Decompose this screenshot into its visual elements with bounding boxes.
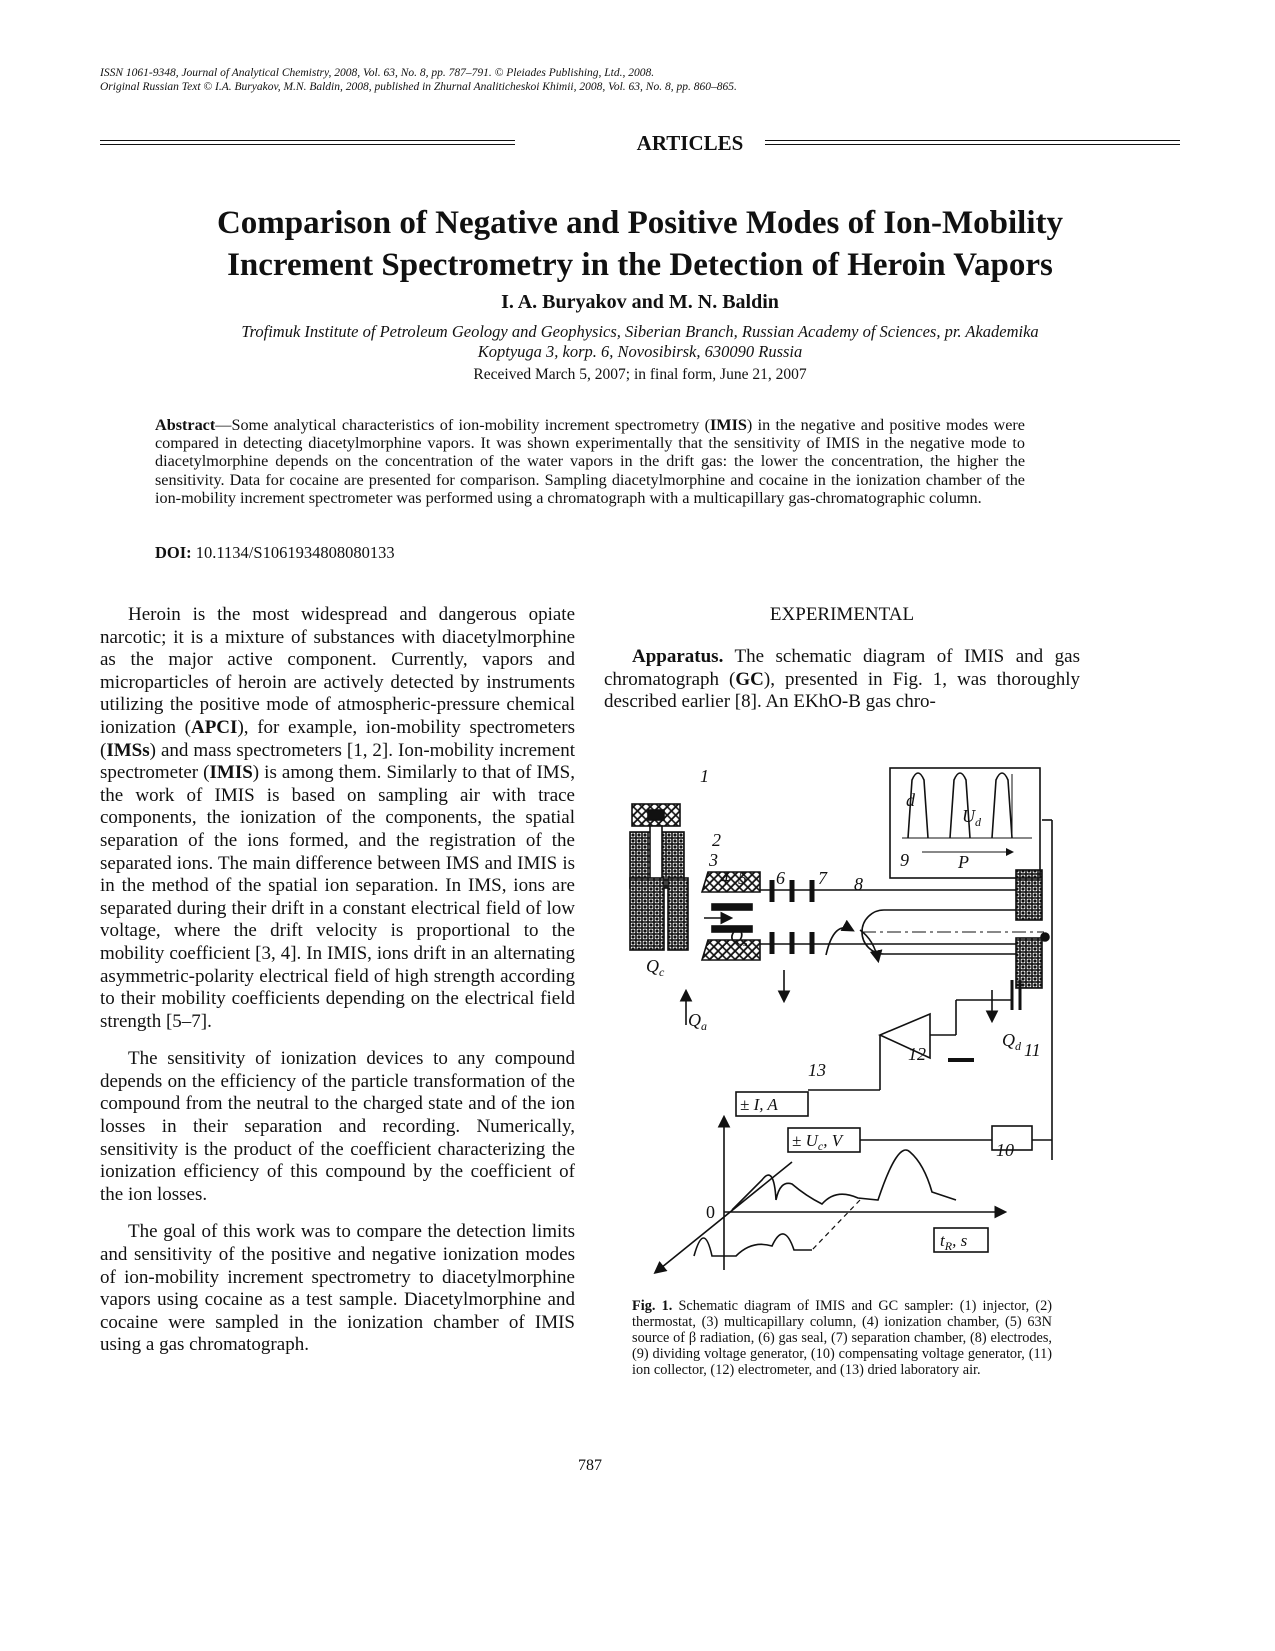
label-6: 6 (776, 868, 785, 888)
rule-right (765, 140, 1180, 145)
p1-bold-imss: IMSs (106, 739, 150, 761)
paragraph-sensitivity: The sensitivity of ionization devices to any compound depends on the efficiency of the particle transformation of the compound from the neutral to the charged state and of the ion losses in their separation and recording. Numerically, sensitivity is the product of the coefficient characterizing the ionization efficiency of this compound by the coefficient of the ion losses. (100, 1048, 575, 1205)
figure-1-caption (632, 1298, 1052, 1378)
caption-label: Fig. 1. (632, 1298, 673, 1314)
label-qd: $Q_d$ (1002, 1030, 1021, 1053)
label-d: d (906, 790, 915, 810)
label-qa: $Q_a$ (688, 1010, 707, 1033)
abstract (155, 416, 1025, 507)
doi-label: DOI: (155, 543, 192, 562)
label-ud: $U_d$ (962, 806, 981, 829)
section-label: ARTICLES (636, 131, 744, 155)
title-line-2: Increment Spectrometry in the Detection of Heroin Vapors (227, 247, 1053, 283)
caption-text: Schematic diagram of IMIS and GC sampler: (1) injector, (2) thermostat, (3) multicapillary column, (4) ionization chamber, (5) 63N source of β radiation, (6) gas seal, (7) separation chamber, (8) electrodes, (9) dividing voltage generator, (10) compensating voltage generator, (11) ion collector, (12) electrometer, and (13) dried laboratory air. (632, 1298, 1053, 1378)
p1-text-2: ), for example, ion-mobility spectrometers ( (100, 716, 575, 761)
label-2: 2 (712, 830, 721, 850)
rule-left (100, 140, 515, 145)
apparatus-text-1: The schematic diagram of IMIS and gas chromatograph ( (604, 646, 1080, 690)
received-dates: Received March 5, 2007; in final form, June 21, 2007 (473, 366, 807, 383)
apparatus-text-2: ), presented in Fig. 1, was thoroughly described earlier [8]. An EKhO-B gas chro- (604, 668, 1080, 713)
affiliation-line-2: Koptyuga 3, korp. 6, Novosibirsk, 630090 Russia (477, 342, 803, 361)
p1-text-1: Heroin is the most widespread and dangerous opiate narcotic; it is a mixture of substances with diacetylmorphine as the major active component. Currently, vapors and microparticles of heroin are actively detected by instruments utilizing the positive mode of atmospheric-pressure chemical ionization ( (100, 604, 575, 738)
label-11: 11 (1024, 1040, 1041, 1060)
paragraph-apparatus (604, 646, 1080, 714)
injector-assembly (630, 804, 688, 950)
label-qs: $Q_s$ (730, 926, 748, 949)
label-9: 9 (900, 850, 909, 870)
page-number: 787 (578, 1457, 602, 1474)
experimental-heading: EXPERIMENTAL (769, 604, 915, 625)
label-qc: $Q_c$ (646, 956, 665, 979)
title-line-1: Comparison of Negative and Positive Modes of Ion-Mobility (216, 205, 1064, 241)
affiliation (110, 322, 1170, 362)
label-1: 1 (700, 766, 709, 786)
label-13: 13 (808, 1060, 826, 1080)
authors: I. A. Buryakov and M. N. Baldin (501, 291, 779, 313)
label-12: 12 (908, 1044, 926, 1064)
abstract-text-a: —Some analytical characteristics of ion-mobility increment spectrometry ( (215, 416, 710, 434)
p1-bold-imis: IMIS (209, 762, 253, 784)
label-p: P (958, 852, 969, 872)
label-8: 8 (854, 874, 863, 894)
doi-value: 10.1134/S1061934808080133 (195, 543, 395, 562)
label-7: 7 (818, 868, 827, 888)
p1-text-3: ) and mass spectrometers [1, 2]. Ion-mobility increment spectrometer ( (100, 739, 575, 784)
journal-header (100, 66, 737, 94)
article-title (100, 202, 1180, 286)
header-line-2: Original Russian Text © I.A. Buryakov, M.N. Baldin, 2008, published in Zhurnal Analiticheskoi Khimii, 2008, Vol. 63, No. 8, pp. 860–865. (100, 81, 737, 93)
abstract-bold-imis: IMIS (710, 416, 747, 434)
header-line-1: ISSN 1061-9348, Journal of Analytical Chemistry, 2008, Vol. 63, No. 8, pp. 787–791. © Pleiades Publishing, Ltd., 2008. (100, 67, 655, 79)
p1-bold-apci: APCI (190, 716, 238, 738)
separation-chamber (760, 870, 1049, 988)
paragraph-goal: The goal of this work was to compare the detection limits and sensitivity of the positive and negative ionization modes of ion-mobility increment spectrometry to diacetylmorphine vapors using cocaine as a test sample. Diacetylmorphine and cocaine were sampled in the ionization chamber of IMIS using a gas chromatograph. (100, 1221, 575, 1356)
label-uc: ± $U_c$, V (792, 1131, 843, 1153)
abstract-label: Abstract (155, 416, 216, 434)
label-current: ± I, A (740, 1095, 778, 1114)
label-10: 10 (996, 1140, 1014, 1160)
right-column (604, 646, 1080, 729)
label-4: 4 (720, 868, 729, 888)
label-tr: $t_R$, s (940, 1231, 968, 1253)
figure-1-schematic (612, 760, 1082, 1290)
output-plot (656, 1092, 1052, 1272)
affiliation-line-1: Trofimuk Institute of Petroleum Geology and Geophysics, Siberian Branch, Russian Academy of Sciences, pr. Akademika (241, 322, 1039, 341)
apparatus-bold-gc: GC (735, 668, 764, 690)
paragraph-intro (100, 604, 575, 1033)
apparatus-label: Apparatus. (632, 646, 724, 667)
electrometer (808, 980, 1020, 1090)
label-zero: 0 (706, 1202, 715, 1222)
doi (155, 543, 395, 563)
p1-text-4: ) is among them. Similarly to that of IMS, the work of IMIS is based on sampling air with trace components, the ionization of the components, the spatial separation of the ions formed, and the registration of the separated ions. The main difference between IMS and IMIS is in the method of the spatial ion separation. In IMS, ions are separated during their drift in a constant electrical field of low voltage, where the drift velocity is proportional to the mobility coefficient [3, 4]. In IMIS, ions drift in an alternating asymmetric-polarity electrical field of high strength according to their mobility coefficients depending on the electrical field strength [5–7]. (100, 762, 575, 1032)
left-column (100, 604, 575, 1372)
abstract-text-b: ) in the negative and positive modes were compared in detecting diacetylmorphine vapors. It was shown experimentally that the sensitivity of IMIS in the negative mode to diacetylmorphine depends on the concentration of the water vapors in the drift gas: the lower the concentration, the higher the sensitivity. Data for cocaine are presented for comparison. Sampling diacetylmorphine and cocaine in the ionization chamber of the ion-mobility increment spectrometer was performed using a chromatograph with a multicapillary gas-chromatographic column. (155, 416, 1025, 507)
label-3: 3 (709, 850, 718, 870)
label-5: 5 (738, 868, 747, 888)
ionization-chamber (702, 872, 760, 960)
figure-labels (646, 766, 1041, 1253)
section-banner (100, 132, 1180, 156)
